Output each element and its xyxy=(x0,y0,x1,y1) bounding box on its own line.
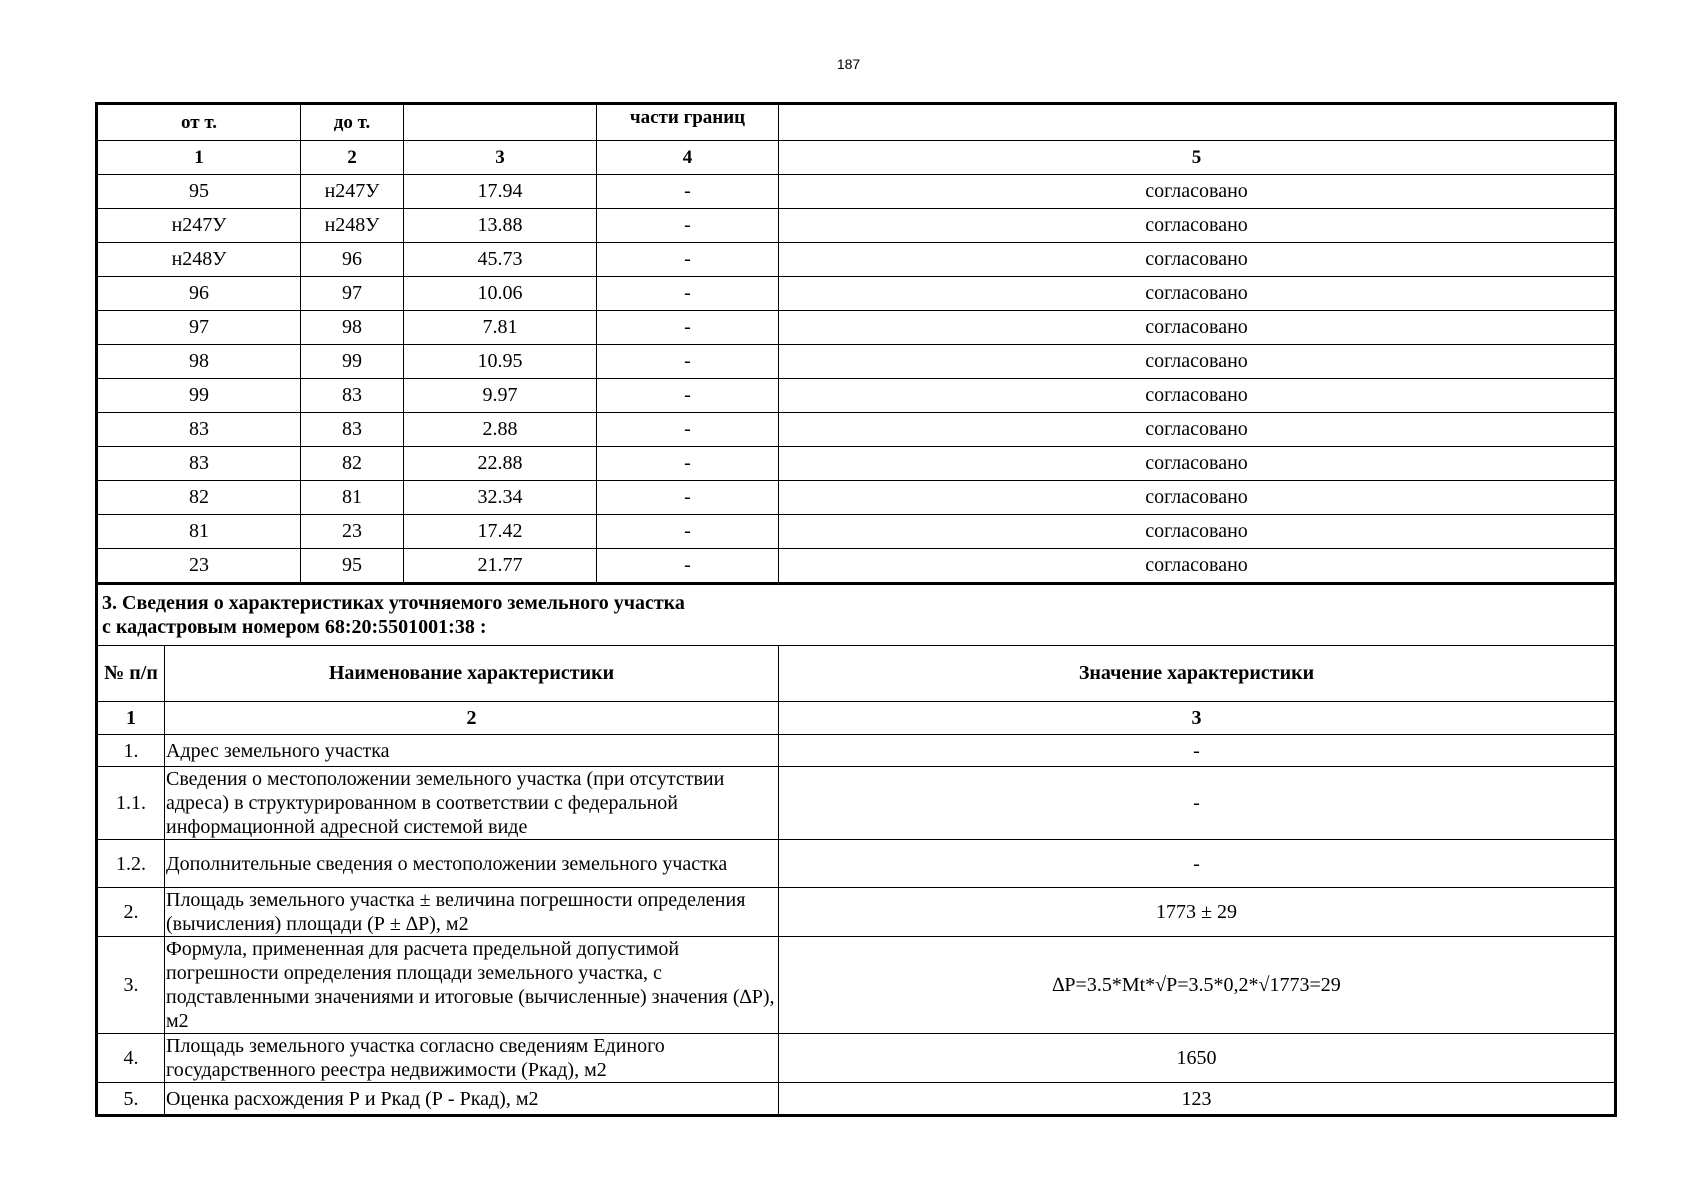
agreement-status: согласовано xyxy=(779,311,1615,345)
agreement-status: согласовано xyxy=(779,175,1615,209)
table-row xyxy=(98,277,1615,311)
point-to: н247У xyxy=(301,175,404,209)
column-number: 3 xyxy=(404,141,597,175)
point-to: 97 xyxy=(301,277,404,311)
point-to: 96 xyxy=(301,243,404,277)
column-number: 5 xyxy=(779,141,1615,175)
section-title xyxy=(98,585,1615,646)
boundary-part: - xyxy=(597,345,779,379)
segment-length: 45.73 xyxy=(404,243,597,277)
segment-length: 17.42 xyxy=(404,515,597,549)
agreement-status: согласовано xyxy=(779,413,1615,447)
table-row xyxy=(98,888,1615,937)
header-boundary-part: части границ xyxy=(597,105,779,141)
table-row xyxy=(98,447,1615,481)
column-number: 2 xyxy=(301,141,404,175)
agreement-status: согласовано xyxy=(779,243,1615,277)
table-row xyxy=(98,413,1615,447)
point-to: 83 xyxy=(301,413,404,447)
row-number: 3. xyxy=(98,937,165,1034)
segment-length: 10.95 xyxy=(404,345,597,379)
agreement-status: согласовано xyxy=(779,209,1615,243)
point-to: 83 xyxy=(301,379,404,413)
table-header-row xyxy=(98,105,1615,141)
boundary-part: - xyxy=(597,549,779,583)
agreement-status: согласовано xyxy=(779,515,1615,549)
characteristic-value: - xyxy=(779,735,1615,767)
row-number: 2. xyxy=(98,888,165,937)
characteristic-value: 123 xyxy=(779,1083,1615,1115)
characteristic-name: Оценка расхождения Р и Ркад (Р - Ркад), м2 xyxy=(165,1083,779,1115)
table-row xyxy=(98,345,1615,379)
table-row xyxy=(98,209,1615,243)
point-from: 95 xyxy=(98,175,301,209)
characteristic-name: Площадь земельного участка согласно сведениям Единого государственного реестра недвижимости (Ркад), м2 xyxy=(165,1034,779,1083)
segment-length: 7.81 xyxy=(404,311,597,345)
row-number: 1.1. xyxy=(98,767,165,840)
agreement-status: согласовано xyxy=(779,549,1615,583)
segment-length: 2.88 xyxy=(404,413,597,447)
table-row xyxy=(98,1034,1615,1083)
section-title-line2: с кадастровым номером 68:20:5501001:38 : xyxy=(102,616,487,638)
point-to: 23 xyxy=(301,515,404,549)
point-from: 99 xyxy=(98,379,301,413)
agreement-status: согласовано xyxy=(779,277,1615,311)
column-number-row xyxy=(98,702,1615,735)
characteristics-table xyxy=(95,582,1617,1117)
point-to: 98 xyxy=(301,311,404,345)
table-row xyxy=(98,481,1615,515)
segment-length: 17.94 xyxy=(404,175,597,209)
segment-length: 32.34 xyxy=(404,481,597,515)
section-title-line1: 3. Сведения о характеристиках уточняемого земельного участка xyxy=(102,592,685,614)
table-row xyxy=(98,735,1615,767)
page-number: 187 xyxy=(836,56,861,72)
table-header-row xyxy=(98,646,1615,702)
characteristic-name: Сведения о местоположении земельного участка (при отсутствии адреса) в структурированном в соответствии с федеральной информационной адресной системой виде xyxy=(165,767,779,840)
characteristic-value: - xyxy=(779,767,1615,840)
segment-length: 22.88 xyxy=(404,447,597,481)
row-number: 5. xyxy=(98,1083,165,1115)
table-row xyxy=(98,937,1615,1034)
column-number: 1 xyxy=(98,702,165,735)
point-from: 83 xyxy=(98,447,301,481)
header-to: до т. xyxy=(301,105,404,141)
row-number: 1.2. xyxy=(98,840,165,888)
boundary-part: - xyxy=(597,209,779,243)
boundary-part: - xyxy=(597,311,779,345)
characteristic-value: 1650 xyxy=(779,1034,1615,1083)
table-row xyxy=(98,840,1615,888)
point-from: 81 xyxy=(98,515,301,549)
characteristic-value: 1773 ± 29 xyxy=(779,888,1615,937)
row-number: 4. xyxy=(98,1034,165,1083)
point-from: н247У xyxy=(98,209,301,243)
boundary-part: - xyxy=(597,175,779,209)
characteristic-name: Формула, примененная для расчета предельной допустимой погрешности определения площади земельного участка, с подставленными значениями и итоговые (вычисленные) значения (∆Р), м2 xyxy=(165,937,779,1034)
point-from: 97 xyxy=(98,311,301,345)
column-number: 1 xyxy=(98,141,301,175)
table-row xyxy=(98,243,1615,277)
header-characteristic-name: Наименование характеристики xyxy=(165,646,779,702)
column-number: 3 xyxy=(779,702,1615,735)
boundary-part: - xyxy=(597,413,779,447)
agreement-status: согласовано xyxy=(779,481,1615,515)
boundary-part: - xyxy=(597,379,779,413)
header-number: № п/п xyxy=(98,646,165,702)
section-title-row xyxy=(98,585,1615,646)
table-row xyxy=(98,1083,1615,1115)
column-number: 2 xyxy=(165,702,779,735)
table-row xyxy=(98,379,1615,413)
characteristic-name: Адрес земельного участка xyxy=(165,735,779,767)
segment-length: 13.88 xyxy=(404,209,597,243)
boundary-part: - xyxy=(597,447,779,481)
segment-length: 21.77 xyxy=(404,549,597,583)
point-to: 82 xyxy=(301,447,404,481)
characteristic-name: Дополнительные сведения о местоположении земельного участка xyxy=(165,840,779,888)
point-from: 82 xyxy=(98,481,301,515)
header-from: от т. xyxy=(98,105,301,141)
table-row xyxy=(98,549,1615,583)
point-from: н248У xyxy=(98,243,301,277)
characteristic-name: Площадь земельного участка ± величина погрешности определения (вычисления) площади (Р ± ∆Р), м2 xyxy=(165,888,779,937)
point-from: 98 xyxy=(98,345,301,379)
point-from: 83 xyxy=(98,413,301,447)
boundary-part: - xyxy=(597,277,779,311)
table-row xyxy=(98,175,1615,209)
header-col5 xyxy=(779,105,1615,141)
agreement-status: согласовано xyxy=(779,345,1615,379)
point-to: н248У xyxy=(301,209,404,243)
row-number: 1. xyxy=(98,735,165,767)
segment-length: 10.06 xyxy=(404,277,597,311)
boundary-part: - xyxy=(597,481,779,515)
header-characteristic-value: Значение характеристики xyxy=(779,646,1615,702)
point-from: 96 xyxy=(98,277,301,311)
boundary-part: - xyxy=(597,243,779,277)
agreement-status: согласовано xyxy=(779,379,1615,413)
boundary-parts-table xyxy=(95,102,1617,585)
header-col3 xyxy=(404,105,597,141)
table-row xyxy=(98,767,1615,840)
characteristic-value: ∆Р=3.5*Mt*√P=3.5*0,2*√1773=29 xyxy=(779,937,1615,1034)
point-from: 23 xyxy=(98,549,301,583)
point-to: 99 xyxy=(301,345,404,379)
boundary-part: - xyxy=(597,515,779,549)
table-row xyxy=(98,311,1615,345)
agreement-status: согласовано xyxy=(779,447,1615,481)
segment-length: 9.97 xyxy=(404,379,597,413)
column-number-row xyxy=(98,141,1615,175)
column-number: 4 xyxy=(597,141,779,175)
point-to: 95 xyxy=(301,549,404,583)
table-row xyxy=(98,515,1615,549)
point-to: 81 xyxy=(301,481,404,515)
characteristic-value: - xyxy=(779,840,1615,888)
